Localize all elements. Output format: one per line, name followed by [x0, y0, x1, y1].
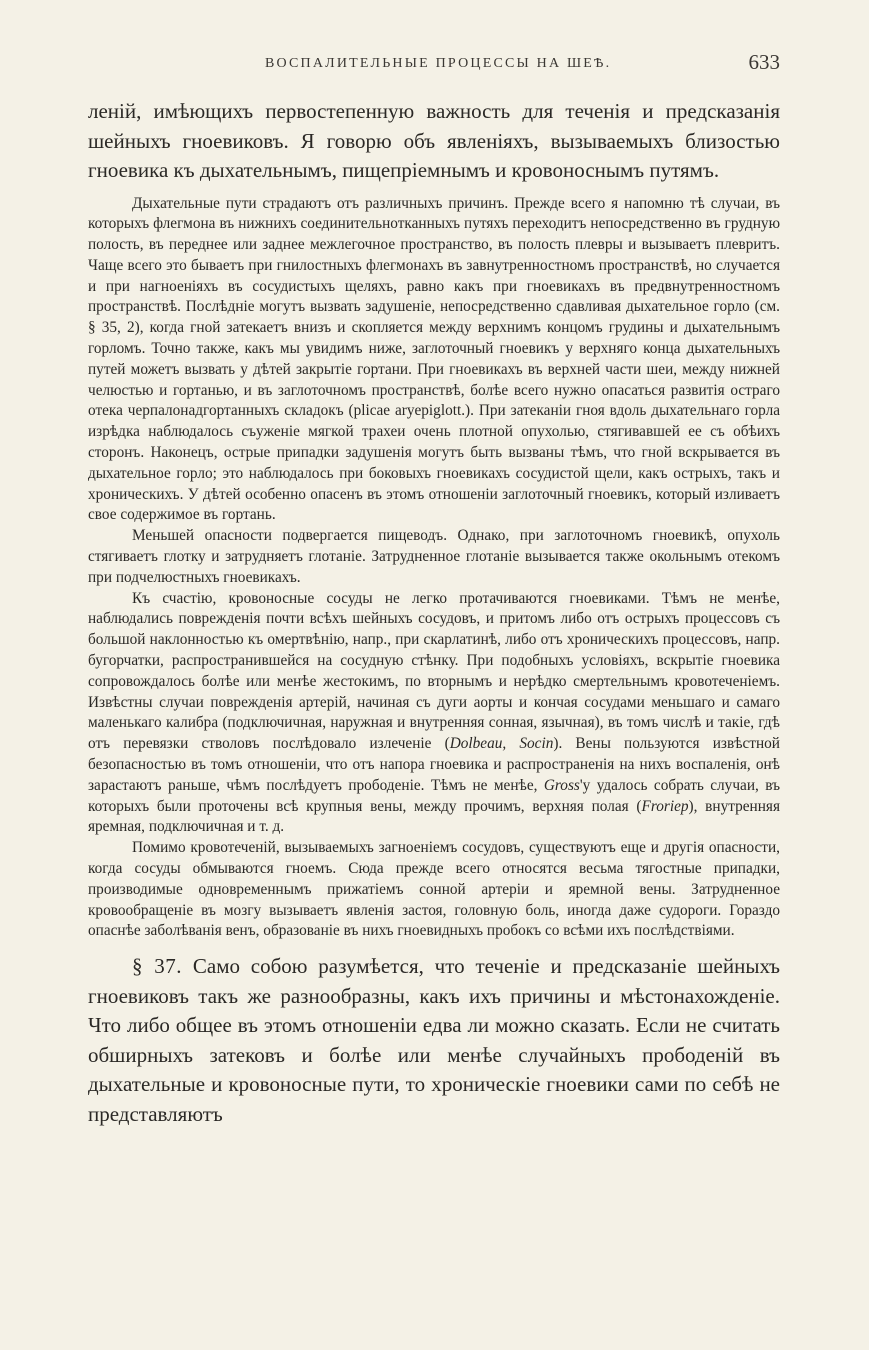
author-citation: Dolbeau, Socin: [449, 735, 554, 753]
paragraph-other-dangers: [88, 838, 780, 942]
intro-paragraph: леній, имѣющихъ первостепенную важность для теченія и предсказанія шейныхъ гноевиковъ. Я говорю объ явленіяхъ, вызываемыхъ близостью гноевика къ дыхательнымъ, пищепріемнымъ и кровоноснымъ путямъ.: [88, 99, 780, 182]
running-head: ВОСПАЛИТЕЛЬНЫЕ ПРОЦЕССЫ НА ШЕѢ.: [265, 56, 612, 71]
paragraph-text: Дыхательные пути страдаютъ отъ различныхъ причинъ. Прежде всего я напомню тѣ случаи, въ которыхъ флегмона въ нижнихъ соединительнотканныхъ путяхъ переходитъ непосредственно въ грудную полость, въ переднее или заднее межлегочное пространство, въ полость плевры и вызываетъ плевритъ. Чаще всего это бываетъ при гнилостныхъ флегмонахъ въ завнутренностномъ пространствѣ, но случается и при нагноеніяхъ въ сосудистыхъ щеляхъ, равно какъ при гноевикахъ въ предвнутренностномъ пространствѣ. Послѣдніе могутъ вызвать задушеніе, непосредственно сдавливая дыхательное горло (см. § 35, 2), когда гной затекаетъ внизъ и скопляется между верхнимъ концомъ грудины и дыхательнымъ горломъ. Точно также, какъ мы увидимъ ниже, заглоточный гноевикъ у верхняго конца дыхательныхъ путей можетъ вызвать у дѣтей закрытіе гортани. При гноевикахъ въ верхней части шеи, между нижней челюстью и гортанью, и въ заглоточномъ пространствѣ, болѣе всего нужно опасаться развитія остраго отека черпалонадгортанныхъ складокъ (plicae aryepiglott.). При затеканіи гноя вдоль дыхательнаго горла изрѣдка наблюдалось съуженіе мягкой трахеи очень плотной опухолью, стягивавшей ее съ обѣихъ сторонъ. Наконецъ, острые припадки задушенія могутъ быть вызваны тѣмъ, что гной вскрывается въ дыхательное горло; это наблюдалось при боковыхъ гноевикахъ сосудистой щели, какъ острыхъ, такъ и хроническихъ. У дѣтей особенно опасенъ въ этомъ отношеніи заглоточный гноевикъ, который изливаетъ свое содержимое въ гортань.: [88, 194, 780, 524]
paragraph-text: Къ счастію, кровоносные сосуды не легко протачиваются гноевиками. Тѣмъ не менѣе, наблюдались поврежденія почти всѣхъ шейныхъ сосудовъ, и притомъ либо отъ острыхъ процессовъ съ большой наклонностью къ омертвѣнію, напр., при скарлатинѣ, либо отъ хроническихъ процессовъ, напр. бугорчатки, распространившейся на сосудную стѣнку. При подобныхъ условіяхъ, вскрытіе гноевика сопровождалось болѣе или менѣе жестокимъ, по вторнымъ и нерѣдко смертельнымъ кровотеченіемъ. Извѣстны случаи поврежденія артерій, начиная съ дуги аорты и кончая сосудами меньшаго и самаго маленькаго калибра (подключичная, наружная и внутренняя сонная, язычная), въ томъ числѣ и такіе, гдѣ отъ перевязки стволовъ послѣдовало излеченіе (: [88, 589, 780, 753]
section-text: Само собою разумѣется, что теченіе и предсказаніе шейныхъ гноевиковъ такъ же разнообразны, какъ ихъ причины и мѣстонахожденіе. Что либо общее въ этомъ отношеніи едва ли можно сказать. Если не считать обширныхъ затековъ и болѣе или менѣе случайныхъ прободеній въ дыхательные и кровоносные пути, то хроническіе гноевики сами по себѣ не представляютъ: [88, 954, 781, 1126]
section-number: § 37.: [132, 954, 183, 979]
page-number: 633: [748, 50, 780, 74]
author-citation: Froriep: [641, 797, 689, 815]
author-citation: Gross: [543, 776, 580, 794]
paragraph-text: ), внутренняя яремная, подключичная и т. д.: [88, 797, 780, 836]
section-37-paragraph: [88, 952, 780, 1129]
page-header: [90, 50, 780, 80]
page-body: [88, 97, 780, 1129]
paragraph-text: Помимо кровотеченій, вызываемыхъ загноеніемъ сосудовъ, существуютъ еще и другія опасности, когда сосуды обмываются гноемъ. Сюда прежде всего относятся весьма тягостные припадки, производимые одновременнымъ прижатіемъ сонной артеріи и яремной вены. Затрудненное кровообращеніе въ мозгу вызываетъ явленія застоя, головную боль, иногда даже судороги. Гораздо опаснѣе заболѣванія венъ, образованіе въ нихъ гноевидныхъ пробокъ со всѣми ихъ послѣдствіями.: [88, 839, 780, 940]
paragraph-text: 'у удалось собрать случаи, въ которыхъ были проточены всѣ крупныя вены, между прочимъ, верхняя полая (: [88, 776, 780, 815]
paragraph-text: ). Вены пользуются извѣстной безопасностью въ томъ отношеніи, что отъ напора гноевика и распространенія на нихъ воспаленія, онѣ зарастаютъ раньше, чѣмъ послѣдуетъ прободеніе. Тѣмъ не менѣе,: [88, 735, 780, 794]
paragraph-text: Меньшей опасности подвергается пищеводъ. Однако, при заглоточномъ гноевикѣ, опухоль стягиваетъ глотку и затрудняетъ глотаніе. Затрудненное глотаніе вызывается также окольнымъ отекомъ при подчелюстныхъ гноевикахъ.: [88, 527, 780, 586]
paragraph-respiratory: [88, 194, 780, 527]
paragraph-blood-vessels: [88, 589, 780, 839]
paragraph-esophagus: [88, 526, 780, 588]
